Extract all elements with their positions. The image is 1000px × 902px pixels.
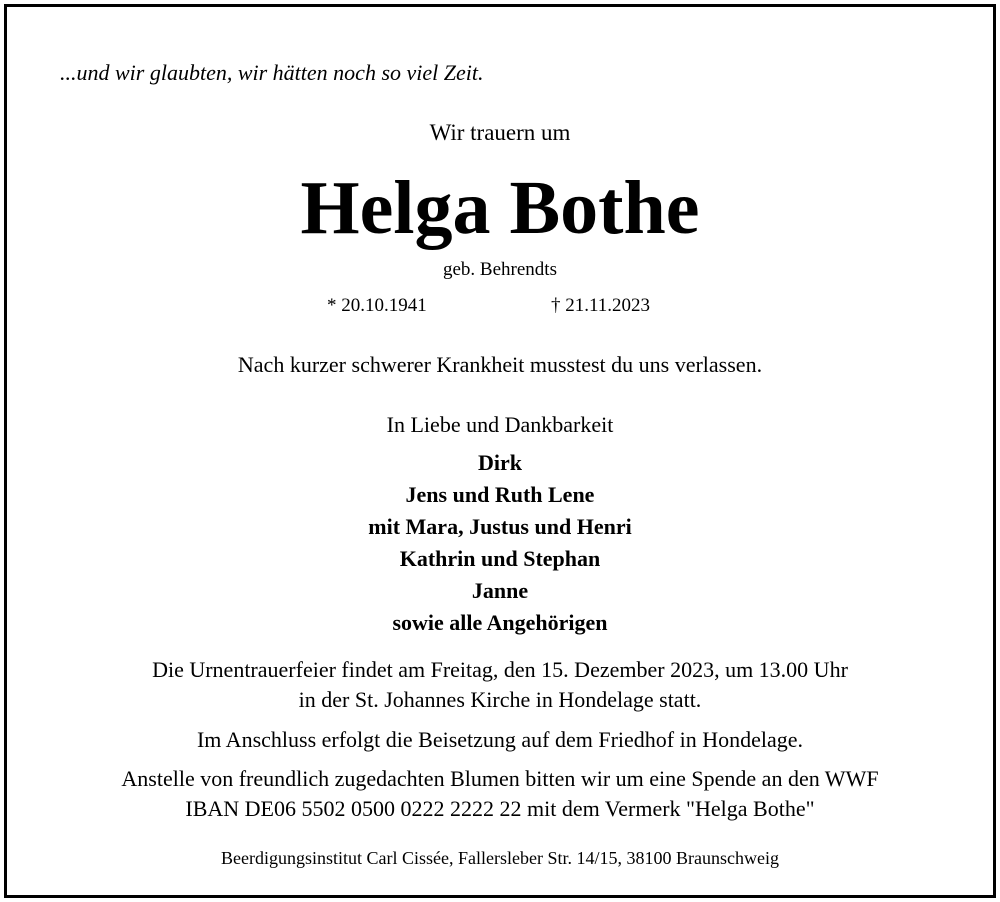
ceremony-line: Die Urnentrauerfeier findet am Freitag, den 15. Dezember 2023, um 13.00 Uhr bbox=[152, 657, 848, 682]
motto-text: ...und wir glaubten, wir hätten noch so viel Zeit. bbox=[60, 60, 484, 85]
mourner-name: sowie alle Angehörigen bbox=[392, 610, 608, 635]
farewell-message: Nach kurzer schwerer Krankheit musstest du uns verlassen. bbox=[237, 352, 763, 377]
donation-line: Anstelle von freundlich zugedachten Blumen bitten wir um eine Spende an den WWF bbox=[121, 766, 879, 791]
love-line: In Liebe und Dankbarkeit bbox=[386, 412, 614, 437]
burial-line: Im Anschluss erfolgt die Beisetzung auf dem Friedhof in Hondelage. bbox=[196, 727, 804, 752]
mourner-name: Kathrin und Stephan bbox=[399, 546, 601, 571]
maiden-name: geb. Behrendts bbox=[443, 259, 557, 280]
ceremony-line: in der St. Johannes Kirche in Hondelage statt. bbox=[298, 687, 702, 712]
death-date: † 21.11.2023 bbox=[551, 295, 651, 316]
donation-line: IBAN DE06 5502 0500 0222 2222 22 mit dem Vermerk "Helga Bothe" bbox=[185, 796, 815, 821]
intro-text: Wir trauern um bbox=[429, 120, 571, 145]
mourner-name: mit Mara, Justus und Henri bbox=[368, 514, 632, 539]
mourner-name: Janne bbox=[471, 578, 529, 603]
birth-date: * 20.10.1941 bbox=[327, 295, 427, 316]
mourner-name: Dirk bbox=[478, 450, 522, 475]
deceased-name: Helga Bothe bbox=[300, 166, 700, 250]
funeral-home: Beerdigungsinstitut Carl Cissée, Fallersleber Str. 14/15, 38100 Braunschweig bbox=[221, 848, 779, 868]
mourner-name: Jens und Ruth Lene bbox=[405, 482, 595, 507]
